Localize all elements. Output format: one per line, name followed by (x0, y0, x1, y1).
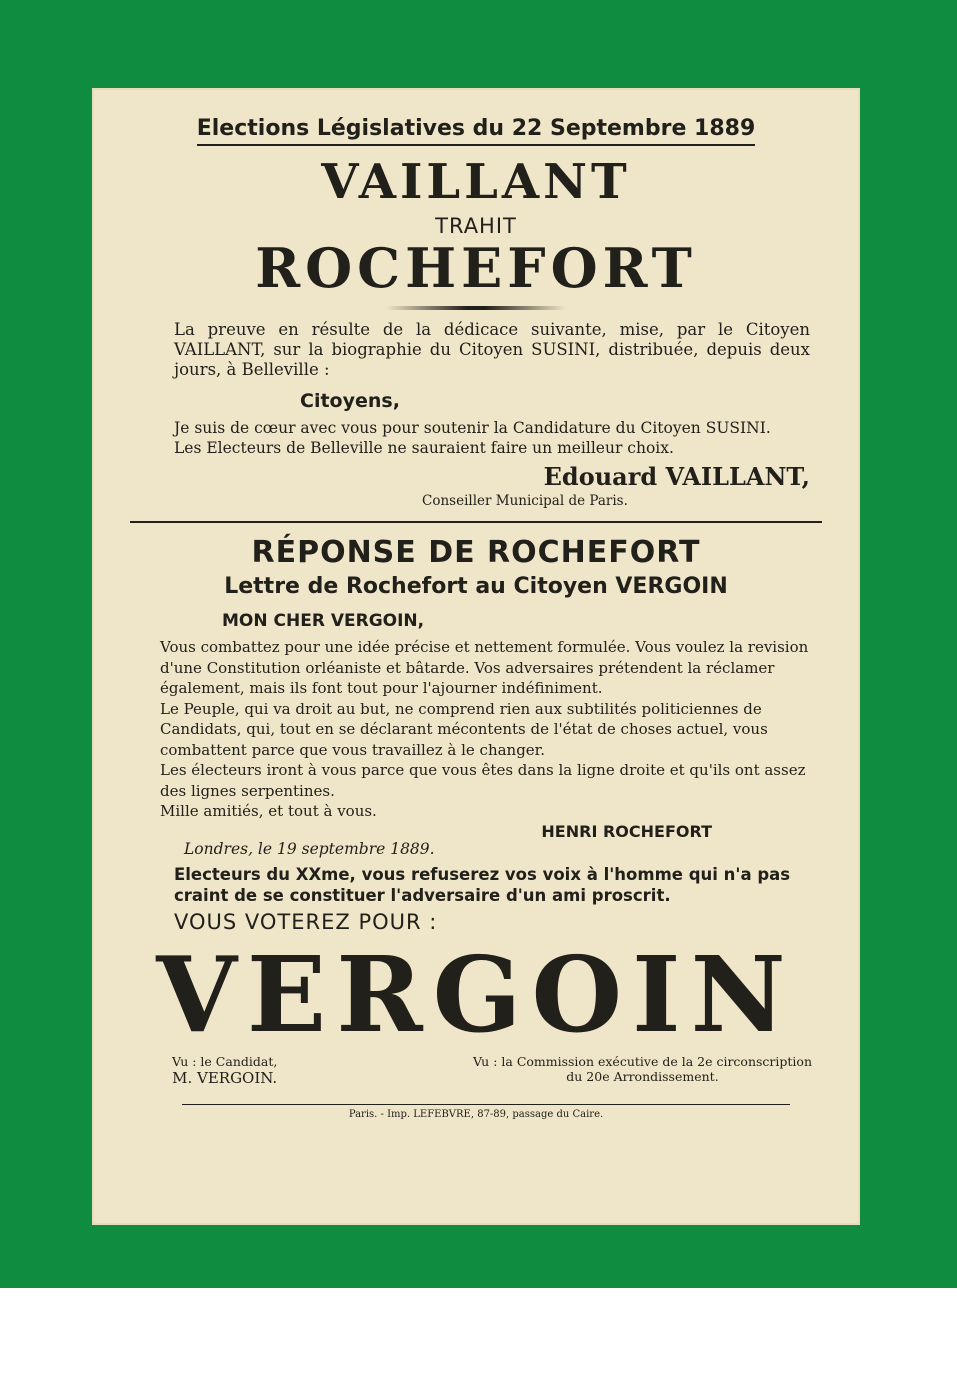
verb-text: TRAHIT (435, 214, 517, 238)
accused-name: VAILLANT (321, 154, 631, 210)
section-divider (130, 521, 822, 523)
response-title: RÉPONSE DE ROCHEFORT (251, 535, 701, 570)
header-wrap (122, 116, 830, 146)
dedication-title: Conseiller Municipal de Paris. (422, 493, 628, 509)
letter-salutation: MON CHER VERGOIN, (222, 611, 425, 631)
letter-paragraph: Mille amitiés, et tout à vous. (160, 802, 377, 820)
letter-place-date: Londres, le 19 septembre 1889. (184, 839, 435, 858)
footer-commission-approval (473, 1054, 812, 1084)
dedication-text (122, 418, 830, 458)
election-header: Elections Législatives du 22 Septembre 1889 (197, 116, 756, 146)
letter-title: Lettre de Rochefort au Citoyen VERGOIN (224, 574, 728, 599)
dedication-salutation: Citoyens, (300, 390, 400, 412)
intro-paragraph: La preuve en résulte de la dédicace suivante, mise, par le Citoyen VAILLANT, sur la biographie du Citoyen SUSINI, distribuée, depuis deux jours, à Belleville : (174, 320, 810, 379)
printer-rule (182, 1104, 790, 1105)
letter-signature: HENRI ROCHEFORT (541, 821, 712, 841)
dedication-line-2: Les Electeurs de Belleville ne sauraient faire un meilleur choix. (174, 439, 674, 457)
ornament-rule (386, 306, 566, 310)
dedication-line-1: Je suis de cœur avec vous pour soutenir la Candidature du Citoyen SUSINI. (174, 419, 771, 437)
poster-paper (92, 88, 860, 1225)
candidate-name: VERGOIN (156, 932, 796, 1056)
footer-left-line-1: Vu : le Candidat, (172, 1053, 278, 1069)
letter-paragraph: Les électeurs iront à vous parce que vous êtes dans la ligne droite et qu'ils ont assez des lignes serpentines. (160, 761, 806, 800)
vote-line: VOUS VOTEREZ POUR : (174, 909, 438, 934)
letter-paragraph: Le Peuple, qui va droit au but, ne comprend rien aux subtilités politiciennes de Candidats, qui, tout en se déclarant mécontents de l'état de choses actuel, vous combattent parce que vous travaillez à le changer. (160, 699, 768, 759)
footer-right-line-2: du 20e Arrondissement. (566, 1068, 719, 1084)
dedication-signature: Edouard VAILLANT, (543, 462, 810, 491)
letter-body (122, 637, 830, 822)
printer-imprint: Paris. - Imp. LEFEBVRE, 87-89, passage du Caire. (348, 1108, 604, 1120)
poster-content (122, 116, 830, 1209)
footer-candidate-approval (172, 1054, 277, 1087)
footer-left-line-2: M. VERGOIN. (172, 1068, 278, 1087)
letter-paragraph: Vous combattez pour une idée précise et nettement formulée. Vous voulez la revision d'une Constitution orléaniste et bâtarde. Vos adversaires prétendent la réclamer également, mais ils font tout pour l'ajourner indéfiniment. (160, 638, 809, 697)
footer (122, 1054, 830, 1100)
letter-sign-row (122, 822, 830, 858)
electors-appeal: Electeurs du XXme, vous refuserez vos voix à l'homme qui n'a pas craint de se constituer l'adversaire d'un ami proscrit. (174, 864, 791, 905)
footer-right-line-1: Vu : la Commission exécutive de la 2e circonscription (472, 1053, 812, 1069)
victim-name: ROCHEFORT (255, 236, 697, 300)
